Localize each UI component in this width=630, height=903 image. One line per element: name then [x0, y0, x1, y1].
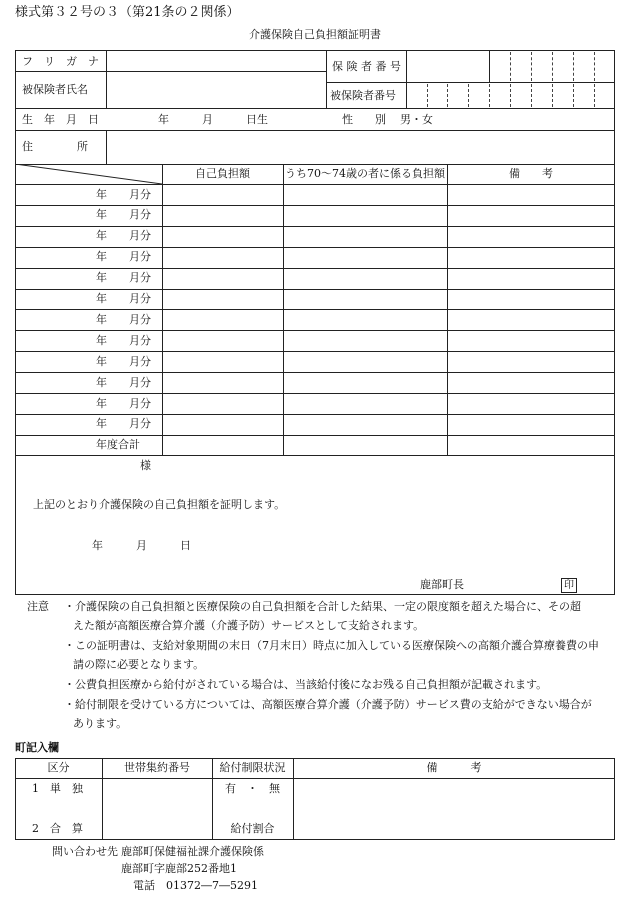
sama-label: 様	[140, 459, 151, 472]
month-row-label: 年 月分	[96, 396, 151, 410]
note-line: ・給付制限を受けている方については、高額医療合算介護（介護予防）サービス費の支給ができない場合が	[64, 698, 592, 711]
row-divider	[15, 247, 615, 248]
category-combined: 2 合 算	[32, 822, 83, 835]
address-label: 住 所	[22, 140, 88, 153]
row-divider	[15, 435, 615, 436]
town-header-remarks: 備 考	[426, 761, 482, 774]
note-line: 請の際に必要となります。	[73, 658, 205, 671]
header-self-pay: 自己負担額	[195, 167, 250, 180]
issuer-name: 鹿部町長	[420, 578, 464, 591]
month-row-label: 年 月分	[96, 333, 151, 347]
month-row-label: 年 月分	[96, 187, 151, 201]
row-divider	[15, 414, 615, 415]
town-header-benefit-restriction: 給付制限状況	[219, 761, 286, 774]
line	[15, 71, 326, 72]
insured-name-label: 被保険者氏名	[22, 83, 88, 96]
month-row-label: 年 月分	[96, 354, 151, 368]
month-row-label: 年 月分	[96, 417, 151, 431]
header-remarks: 備 考	[509, 167, 553, 180]
month-row-label: 年 月分	[96, 292, 151, 305]
header-age-70-74: うち70～74歳の者に係る負担額	[285, 167, 445, 180]
note-line: あります。	[73, 717, 128, 730]
notes-label: 注意	[27, 600, 49, 613]
row-divider	[15, 289, 615, 290]
benefit-ratio-label: 給付割合	[230, 822, 275, 835]
restriction-yes-no: 有 ・ 無	[225, 782, 280, 795]
diagonal-corner	[15, 164, 162, 184]
contact-phone: 電話 01372―7―5291	[133, 879, 258, 892]
line	[326, 82, 615, 83]
sex-label: 性 別	[342, 113, 386, 126]
month-row-label: 年 月分	[96, 229, 151, 243]
note-line: えた額が高額医療合算介護（介護予防）サービスとして支給されます。	[73, 619, 425, 632]
row-divider	[15, 372, 615, 373]
month-row-label: 年 月分	[96, 375, 151, 389]
document-title: 介護保険自己負担額証明書	[249, 28, 381, 41]
row-divider	[15, 309, 615, 310]
contact-address: 鹿部町字鹿部252番地1	[121, 862, 237, 875]
row-divider	[15, 268, 615, 269]
month-row-label: 年 月分	[96, 271, 151, 285]
row-divider	[15, 351, 615, 352]
month-row-label: 年 月分	[96, 312, 151, 326]
insurer-number-label: 保 険 者 番 号	[332, 60, 401, 73]
form-number: 様式第３２号の３（第21条の２関係）	[15, 5, 240, 20]
row-divider	[15, 226, 615, 227]
note-line: ・公費負担医療から給付がされている場合は、当該給付後になお残る自己負担額が記載されます。	[64, 678, 548, 691]
furigana-label: フ リ ガ ナ	[22, 55, 99, 68]
fiscal-year-total-label: 年度合計	[96, 438, 140, 452]
month-row-label: 年 月分	[96, 250, 151, 264]
birth-date-label: 生 年 月 日	[22, 113, 99, 126]
birth-date-format: 年 月 日生	[158, 113, 268, 126]
town-header-category: 区分	[47, 761, 70, 774]
insured-number-label: 被保険者番号	[330, 89, 396, 102]
note-line: ・介護保険の自己負担額と医療保険の自己負担額を合計した結果、一定の限度額を超えた場合に、その超	[64, 600, 581, 613]
town-section-label: 町記入欄	[15, 741, 59, 754]
seal-mark: 印	[561, 578, 577, 593]
row-divider	[15, 393, 615, 394]
sex-options: 男・女	[400, 113, 433, 126]
certification-statement: 上記のとおり介護保険の自己負担額を証明します。	[33, 498, 286, 511]
town-header-household-number: 世帯集約番号	[124, 761, 190, 774]
contact-office: 鹿部町保健福祉課介護保険係	[121, 845, 264, 858]
row-divider	[15, 205, 615, 206]
category-single: 1 単 独	[32, 782, 83, 795]
contact-label: 問い合わせ先	[52, 845, 118, 858]
note-line: ・この証明書は、支給対象期間の末日（7月末日）時点に加入している医療保険への高額介護合算療養費の申	[64, 639, 599, 652]
row-divider	[15, 330, 615, 331]
month-row-label: 年 月分	[96, 208, 151, 222]
certification-date: 年 月 日	[92, 539, 191, 552]
